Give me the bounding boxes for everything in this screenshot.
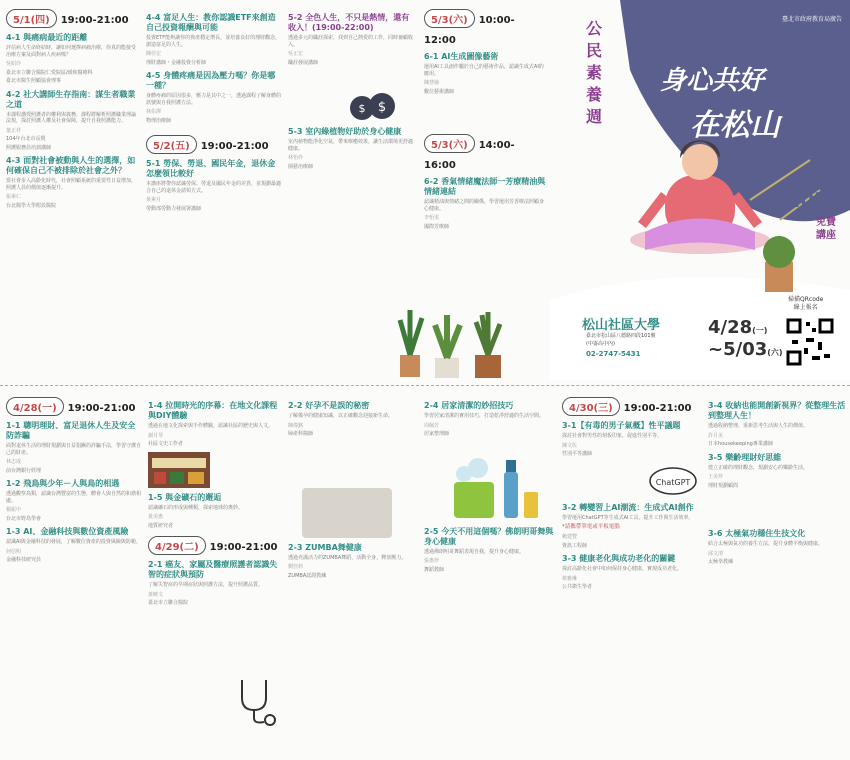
speaker: 陳佳宏 [146, 51, 162, 57]
speaker: 陳偉銘 [288, 422, 304, 429]
note: *請攜帶筆電或平板電腦 [562, 524, 620, 530]
speaker: 蔡雅琳 [562, 575, 578, 582]
course-title: 1-4 拉開時光的序幕：在地文化課程與DIY體驗 [148, 401, 278, 420]
course-desc: 身體疼痛的原因很多，壓力是其中之一，透過課程了解身體的訊號與自我照護方法。 [146, 93, 282, 106]
school-address-2: (中崙高中內) [586, 341, 615, 347]
free-label: 免費 講座 [816, 217, 836, 241]
speaker: 劉佳莉 [288, 564, 304, 570]
course-desc: 透過多元的職涯探索，找到自己熱愛的工作，同時兼顧收入。 [288, 35, 414, 48]
speaker: 林怡伶 [288, 155, 304, 161]
column-2-2 [288, 396, 418, 754]
speaker-title: 104年台北市長獎 [6, 136, 46, 142]
course-desc: 透過在地文化探索與手作體驗，認識社區的歷史與人文。 [148, 423, 274, 429]
date-badge: 4/30(三) [562, 397, 620, 416]
speaker-title: 照護服務員培訓講師 [6, 144, 52, 151]
course-title: 3-5 樂齡理財好思維 [708, 452, 782, 462]
speaker-title: 國際芳療師 [424, 223, 450, 230]
qr-caption: 掃描QRcode 線上報名 [788, 296, 824, 311]
date-badge: 4/28(一) [6, 397, 64, 416]
year: 2025 [786, 188, 842, 212]
course-title: 3-4 收納也能開創新視界？從整理生活到整理人生！ [708, 401, 846, 420]
school-name: 松山社區大學 [582, 318, 661, 333]
speaker: 許月美 [708, 432, 724, 439]
course-title: 2-3 ZUMBA舞健康 [288, 542, 362, 552]
column-2-4 [424, 396, 554, 754]
speaker: 林志成 [6, 459, 22, 465]
svg-text:ChatGPT: ChatGPT [655, 477, 691, 487]
course-desc: 透過觀察鳥類，認識台灣豐富的生態，體會人與自然的和諧相處。 [6, 491, 142, 504]
date-badge: 5/3(六) [424, 9, 475, 28]
speaker-title: 婦產科醫師 [288, 431, 314, 437]
course-desc: 面對退休生活的理財規劃與日益猖獗的詐騙手法，學習守護自己的財產。 [6, 443, 142, 456]
course-desc: 認識礦石的形成與種類，探索地球的奧妙。 [148, 504, 244, 511]
course-desc: 探討高齡化社會中如何保持身心健康，實現成功老化。 [562, 566, 683, 572]
course-title: 4-5 身體疼痛是因為壓力嗎？你是哪一種？ [146, 71, 276, 90]
svg-text:$: $ [358, 102, 366, 115]
hero-banner [550, 0, 850, 380]
school-phone: 02-2747-5431 [586, 350, 641, 358]
speaker: 陳文佐 [562, 442, 578, 449]
column-5-3 [424, 8, 546, 308]
date-badge: 5/2(五) [146, 135, 197, 154]
time: 14:00-16:00 [424, 140, 515, 171]
time: 19:00-21:00 [209, 542, 278, 553]
course-title: 3-2 轉變習上AI潮流：生成式AI創作 [562, 502, 694, 512]
course-title: 4-3 面對社會被動與人生的選擇，如何確保自己不被排除於社會之外？ [6, 156, 136, 175]
speaker: 林佑澤 [146, 109, 162, 115]
column-4-4 [146, 8, 282, 380]
stethoscope-icon [232, 676, 282, 726]
speaker: 邱文清 [708, 550, 724, 557]
course-desc: 運用AI工具創作屬於自己的藝術作品，認識生成式AI的應用。 [424, 64, 544, 77]
time: 19:00-21:00 [200, 141, 269, 152]
event-dates: 4/28(一) ~5/03(六) [708, 317, 783, 360]
course-desc: 評估病人生命終結時，讓如何選擇病痛治療，你真的能接受治療方案及面對病人疾病嗎？ [6, 45, 137, 58]
speaker-title: 臺北市立聯合醫院仁愛院區/緩和醫療科 [6, 69, 93, 76]
course-title: 5-1 勞保、勞退、國民年金，退休金怎麼領比較好 [146, 159, 276, 178]
speaker-title: 地質研究者 [148, 522, 174, 529]
date-badge: 4/29(二) [148, 536, 206, 555]
chatgpt-badge-icon [648, 466, 698, 498]
course-desc: 認識精油與情緒之間的關係，學習運用芳香療法照顧身心健康。 [424, 199, 545, 212]
course-title: 5-3 室內綠植物好助於身心健康 [288, 127, 402, 136]
speaker: 李怡雯 [424, 215, 440, 221]
speaker: 黃素月 [146, 197, 162, 203]
course-desc: 結合太極與氣功的養生方法，提升身體平衡與健康。 [708, 541, 824, 547]
speaker: 黃美惠 [148, 514, 164, 520]
speaker: 葉正祥 [6, 127, 22, 134]
course-desc: 透過佛朗明哥舞蹈表現自我，提升身心健康。 [424, 548, 525, 555]
course-title: 1-5 與金礦石的邂逅 [148, 492, 222, 502]
course-desc: 認識AI與金融科技的發展，了解數位資產的投資風險與防範。 [6, 539, 141, 545]
speaker: 何信明 [6, 548, 22, 555]
plants-photo [380, 300, 530, 380]
column-4-28 [6, 396, 142, 754]
speaker-title: 勞動部勞動力發展署講師 [146, 205, 202, 212]
course-desc: 當社會步入高齡化時代，社會照顧系統的重要性日益增加，照護人員的價值逐漸提升。 [6, 178, 137, 191]
speaker-title: 性別平等講師 [562, 451, 593, 457]
speaker-title: 日本housekeeping專業講師 [708, 441, 773, 447]
course-title: 4-4 富足人生：教你認識ETF來創造自己投資報酬與可能 [146, 13, 276, 32]
column-3-4 [708, 396, 846, 754]
course-title: 4-2 社大講師生存指南：謀生者職業之道 [6, 89, 136, 109]
speaker: 周佩芳 [424, 422, 440, 429]
time: 10:00-12:00 [424, 15, 515, 46]
speaker-title: 理財規劃顧問 [708, 482, 739, 489]
course-desc: 室內植物能淨化空氣，帶來療癒效果，讓生活環境更舒適健康。 [288, 139, 414, 152]
speaker-title: 前台灣銀行經理 [6, 467, 42, 474]
date-badge: 5/3(六) [424, 134, 475, 153]
speaker-title: 台北醫學大學附設醫院 [6, 202, 57, 209]
date-badge: 5/1(四) [6, 9, 57, 28]
speaker-title: 臺北市立聯合醫院 [148, 600, 189, 606]
speaker: 謝月琴 [148, 432, 164, 439]
course-title: 6-1 AI生成圖像藝術 [424, 52, 499, 61]
speaker: 楊振中 [6, 507, 22, 513]
speaker: 王美珍 [708, 474, 724, 480]
sponsor-text: 臺北市政府教育局廣告 [781, 16, 842, 23]
course-desc: 投資ETF能夠讓你的資產穩定增長，並培養良好的理財觀念，創造富足的人生。 [146, 35, 281, 48]
speaker-title: 舞蹈教師 [424, 566, 445, 573]
speaker-title: 園藝治療師 [288, 163, 314, 170]
course-desc: 探討社會對男性的刻板印象，促進性別平等。 [562, 433, 663, 439]
speaker-title: 數位藝術講師 [424, 88, 455, 95]
speaker-title: 金融科技研究員 [6, 557, 42, 563]
speaker: 黃曉文 [148, 591, 164, 598]
course-title: 3-1【有毒的男子氣概】性平議題 [562, 421, 681, 430]
course-title: 4-1 與痛病最近的距離 [6, 33, 88, 42]
speaker-title: 台北市野鳥學會 [6, 515, 42, 522]
main-title-1: 身心共好 [660, 66, 765, 96]
speaker: 張素仁 [6, 194, 22, 200]
market-photo [148, 452, 210, 488]
course-desc: 了解備孕的健康知識，以正確觀念迎接新生命。 [288, 413, 394, 419]
column-5-1 [6, 8, 140, 380]
course-desc: 本課程講授照護者的權利與義務，課程將解析照護職業理論法規，探討照護人權及社會保障，提升自我照護能力。 [6, 111, 137, 124]
course-title: 1-1 聰明理財、富足退休人生及安全防詐騙 [6, 421, 136, 440]
time: 19:00-21:00 [623, 403, 692, 414]
course-title: 2-2 好孕不是誤的秘密 [288, 401, 370, 410]
course-title: 2-1 癌友、家屬及醫療照護者認識失智的症狀與預防 [148, 560, 278, 579]
course-title: 6-2 香氣情緒魔法師一芳療精油與情緒連結 [424, 177, 546, 196]
money-bag-icon [348, 82, 396, 122]
qr-code[interactable] [786, 318, 834, 366]
speaker-title: 臺北市醫生照顧協會理事 [6, 78, 62, 84]
course-title: 2-4 居家清潔的妙招技巧 [424, 401, 514, 410]
main-title-2: 在松山 [690, 108, 780, 143]
course-desc: 建立正確的理財觀念，規劃安心的樂齡生活。 [708, 464, 809, 471]
course-desc: 學習居家清潔的實用技巧，打造乾淨舒適的生活空間。 [424, 413, 545, 419]
cleaning-supplies-icon [444, 442, 544, 522]
speaker: 吳昭玲 [6, 61, 22, 67]
course-desc: 透過收納整理，重新思考生活與人生的價值。 [708, 423, 809, 429]
cooking-photo [302, 488, 392, 538]
course-title: 2-5 今天不用這個嗎？佛朗明哥舞與身心健康 [424, 526, 554, 546]
time: 19:00-21:00 [67, 403, 136, 414]
time: 19:00-21:00 [60, 15, 129, 26]
speaker-title: 公共衛生學者 [562, 584, 593, 590]
course-title: 3-3 健康老化與成功老化的關鍵 [562, 554, 676, 563]
speaker-title: 資訊工程師 [562, 542, 588, 549]
course-desc: 學習運用ChatGPT等生成式AI工具，提升工作與生活效率。 [562, 514, 694, 521]
speaker: 張惠珍 [424, 558, 440, 564]
column-4-30 [562, 396, 702, 754]
speaker-title: ZUMBA認證教練 [288, 572, 327, 579]
course-title: 3-6 太極氣功穩住生技文化 [708, 529, 806, 538]
course-desc: 本講座將帶你認識勞保、勞退及國民年金的差異，並規劃最適合自己的退休金請領方式。 [146, 181, 282, 194]
svg-text:$: $ [377, 100, 387, 115]
speaker-title: 太極拳教練 [708, 559, 734, 565]
speaker: 陳慧瑜 [424, 80, 440, 86]
speaker-title: 理財講師・金融投資分析師 [146, 59, 207, 66]
course-title: 1-2 飛鳥與少年－人與鳥的相遇 [6, 479, 120, 488]
course-title: 1-3 AI、金融科技與數位資產風險 [6, 527, 129, 536]
speaker-title: 社區文史工作者 [148, 441, 184, 447]
theme-vertical: 公 民 素 養 週 [585, 19, 602, 126]
course-title: 5-2 全色人生，不只是熱情，還有收入！(19:00-22:00) [288, 13, 410, 32]
speaker-title: 職涯發展講師 [288, 59, 319, 66]
course-desc: 了解失智症的早期症狀與照護方法，提升照護品質。 [148, 582, 264, 588]
speaker: 賴建豐 [562, 534, 578, 540]
section-divider [0, 385, 850, 386]
speaker-title: 物理治療師 [146, 117, 172, 124]
speaker-title: 居家整理師 [424, 431, 450, 437]
speaker: 吳正宏 [288, 51, 304, 57]
course-desc: 透過充滿活力的ZUMBA舞蹈，活動全身，釋放壓力。 [288, 554, 407, 561]
school-address: 臺北市松山區八德路四段101號 [586, 333, 656, 339]
